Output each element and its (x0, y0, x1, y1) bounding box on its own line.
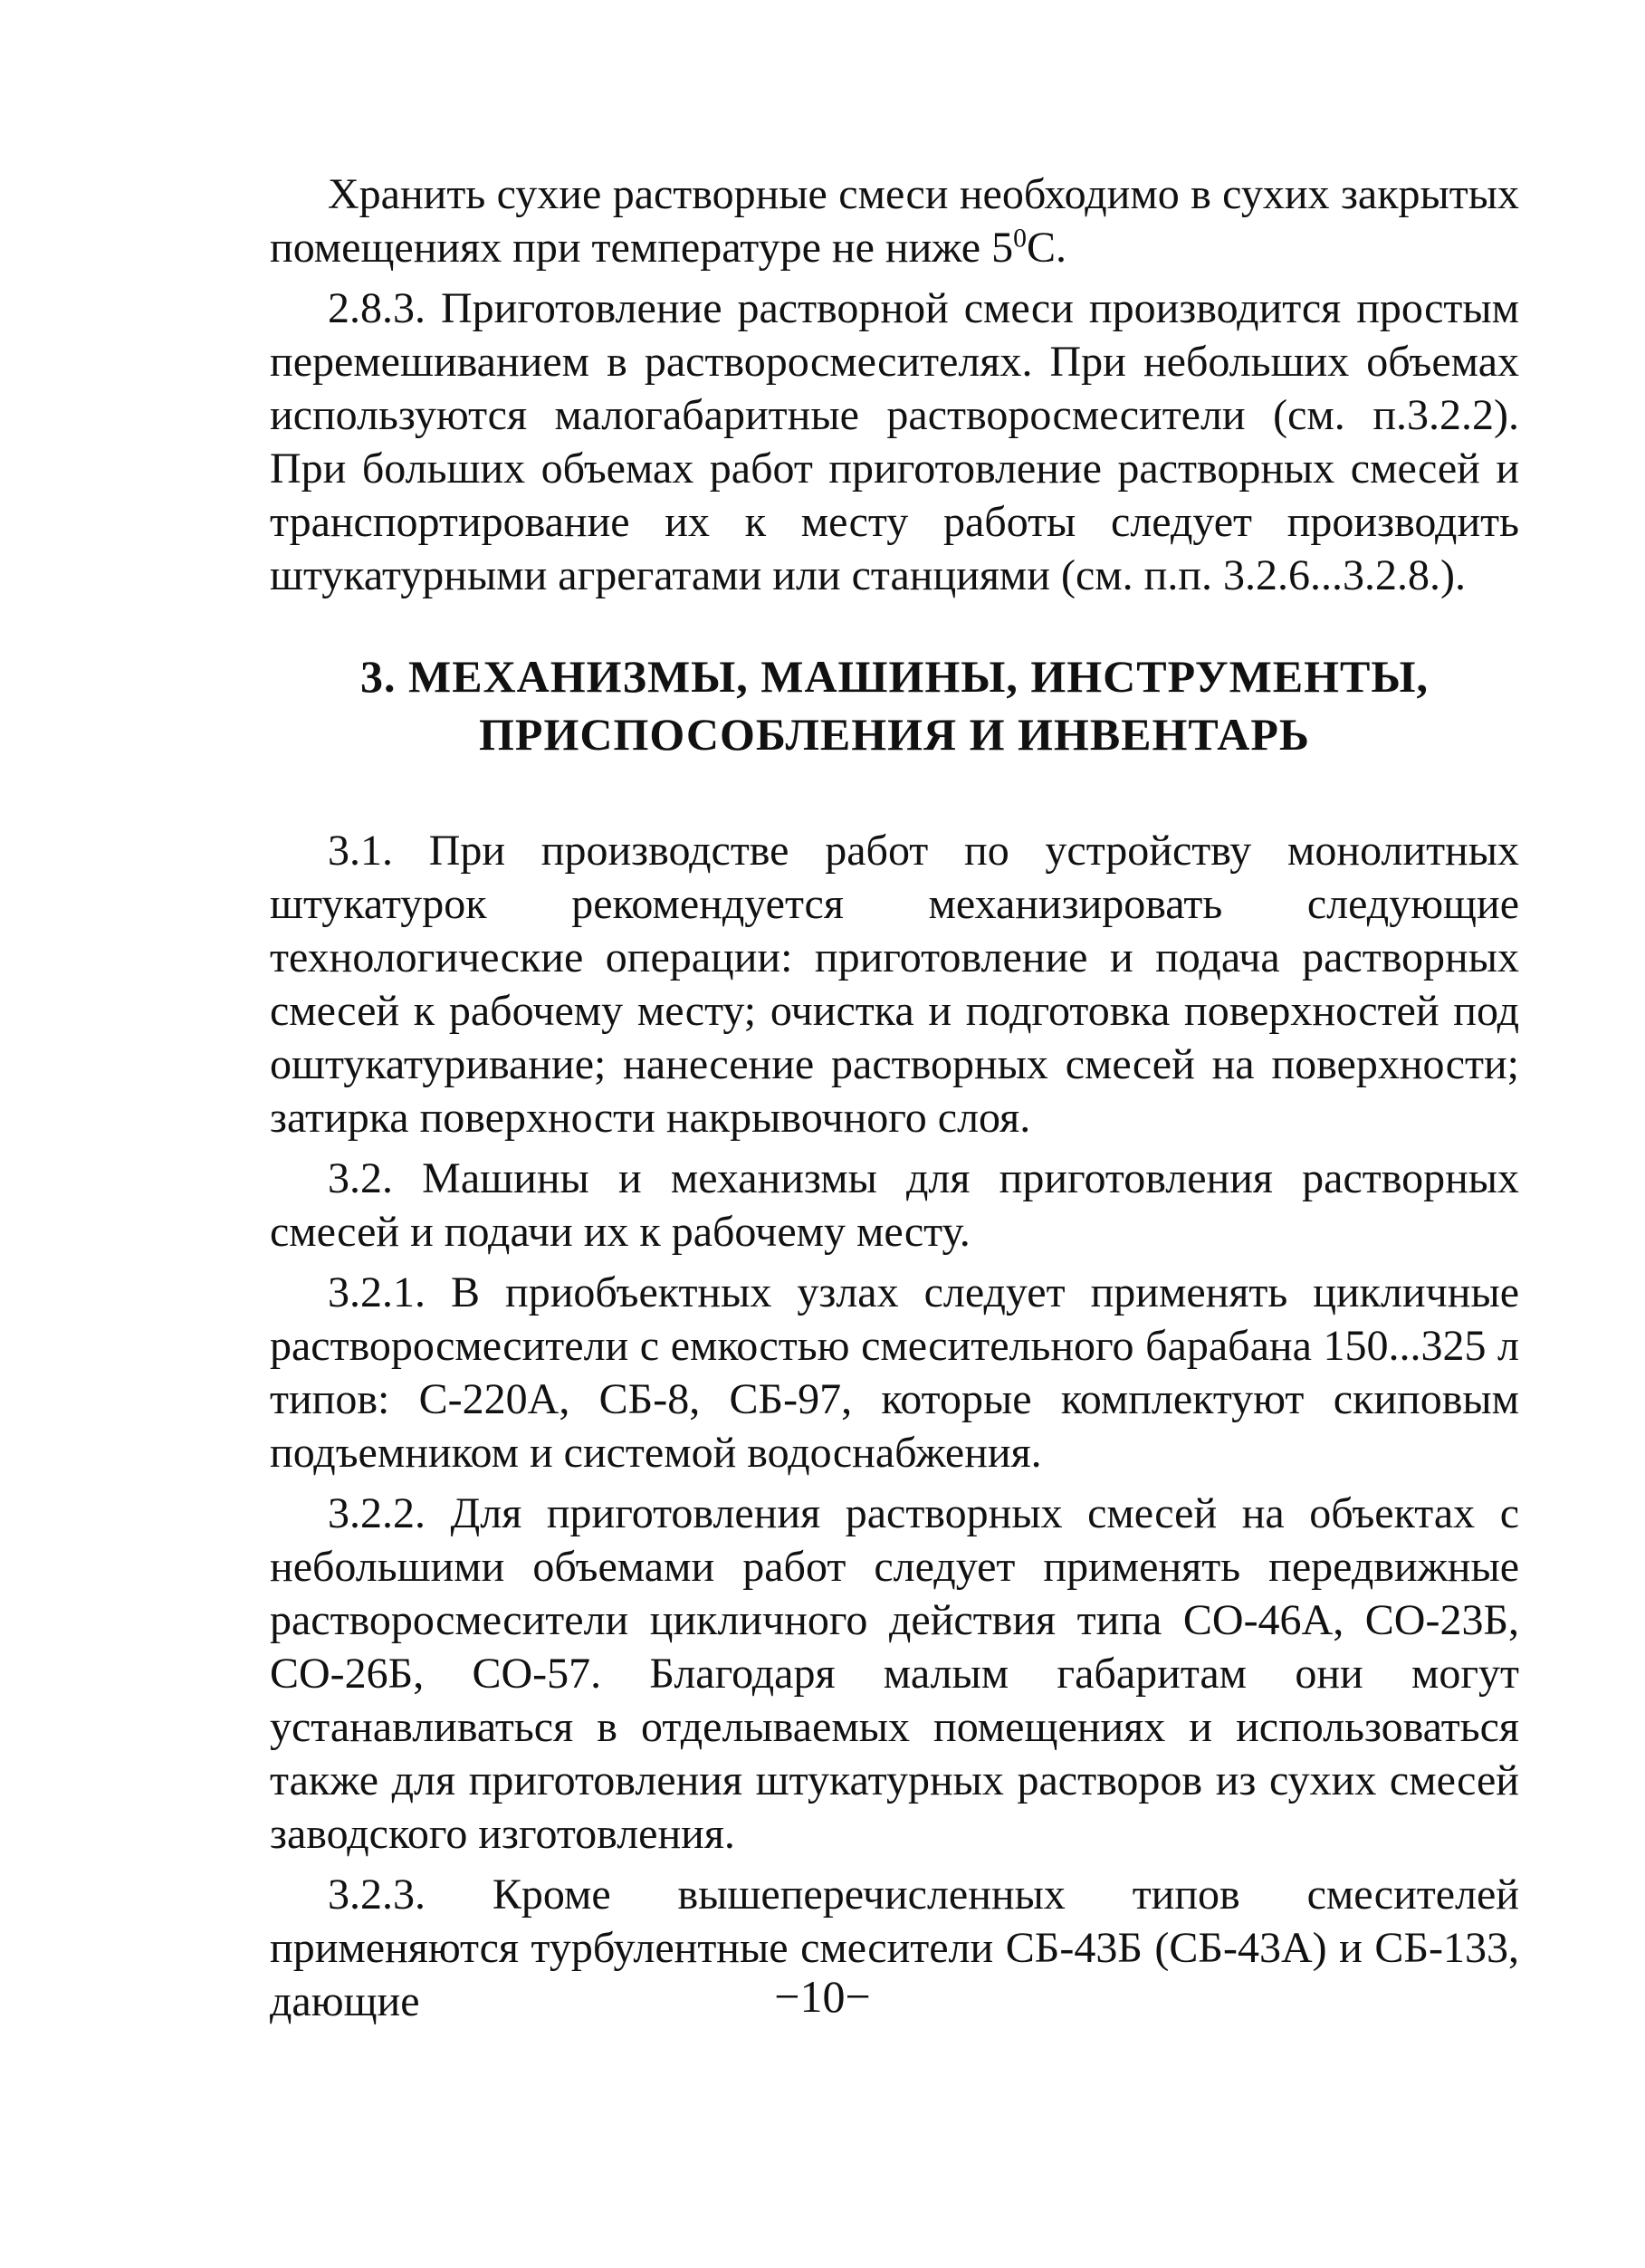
paragraph-3-2: 3.2. Машины и механизмы для приготовления растворных смесей и подачи их к рабочему месту. (270, 1154, 1519, 1256)
paragraph-3-1: 3.1. При производстве работ по устройству монолитных штукатурок рекомендуется механизировать следующие технологические операции: приготовление и подача растворных смесей к рабочему месту; очистка и подготовка поверхностей под оштукатуривание; нанесение растворных смесей на поверхности; затирка поверхности накрывочного слоя. (270, 827, 1519, 1142)
top-text-section (270, 167, 1519, 602)
heading-line-2: ПРИСПОСОБЛЕНИЯ И ИНВЕНТАРЬ (479, 709, 1310, 760)
paragraph-3-2-3: 3.2.3. Кроме вышеперечисленных типов смесителей применяются турбулентные смесители СБ-43Б (СБ-43А) и СБ-133, дающие (270, 1871, 1519, 2025)
paragraph-2-8-3: 2.8.3. Приготовление растворной смеси производится простым перемешиванием в растворосмесителях. При небольших объемах используются малогабаритные растворосмесители (см. п.3.2.2). При больших объемах работ приготовление растворных смесей и транспортирование их к месту работы следует производить штукатурными агрегатами или станциями (см. п.п. 3.2.6...3.2.8.). (270, 284, 1519, 599)
paragraph-3-2-2: 3.2.2. Для приготовления растворных смесей на объектах с небольшими объемами работ следует применять передвижные растворосмесители цикличного действия типа СО-46А, СО-23Б, СО-26Б, СО-57. Благодаря малым габаритам они могут устанавливаться в отделываемых помещениях и использоваться также для приготовления штукатурных растворов из сухих смесей заводского изготовления. (270, 1489, 1519, 1858)
storage-text-end: С. (1026, 224, 1066, 272)
degree-superscript: 0 (1013, 223, 1027, 254)
storage-paragraph (270, 167, 1519, 274)
section-heading (270, 647, 1519, 763)
storage-text: Хранить сухие растворные смеси необходимо в сухих закрытых помещениях при температуре не ниже 5 (270, 170, 1519, 272)
body-text-section (270, 824, 1519, 2028)
paragraph-3-2-1: 3.2.1. В приобъектных узлах следует применять цикличные растворосмесители с емкостью смесительного барабана 150...325 л типов: С-220А, СБ-8, СБ-97, которые комплектуют скиповым подъемником и системой водоснабжения. (270, 1268, 1519, 1477)
page-number: −10− (774, 1971, 871, 2022)
heading-line-1: 3. МЕХАНИЗМЫ, МАШИНЫ, ИНСТРУМЕНТЫ, (360, 651, 1429, 702)
